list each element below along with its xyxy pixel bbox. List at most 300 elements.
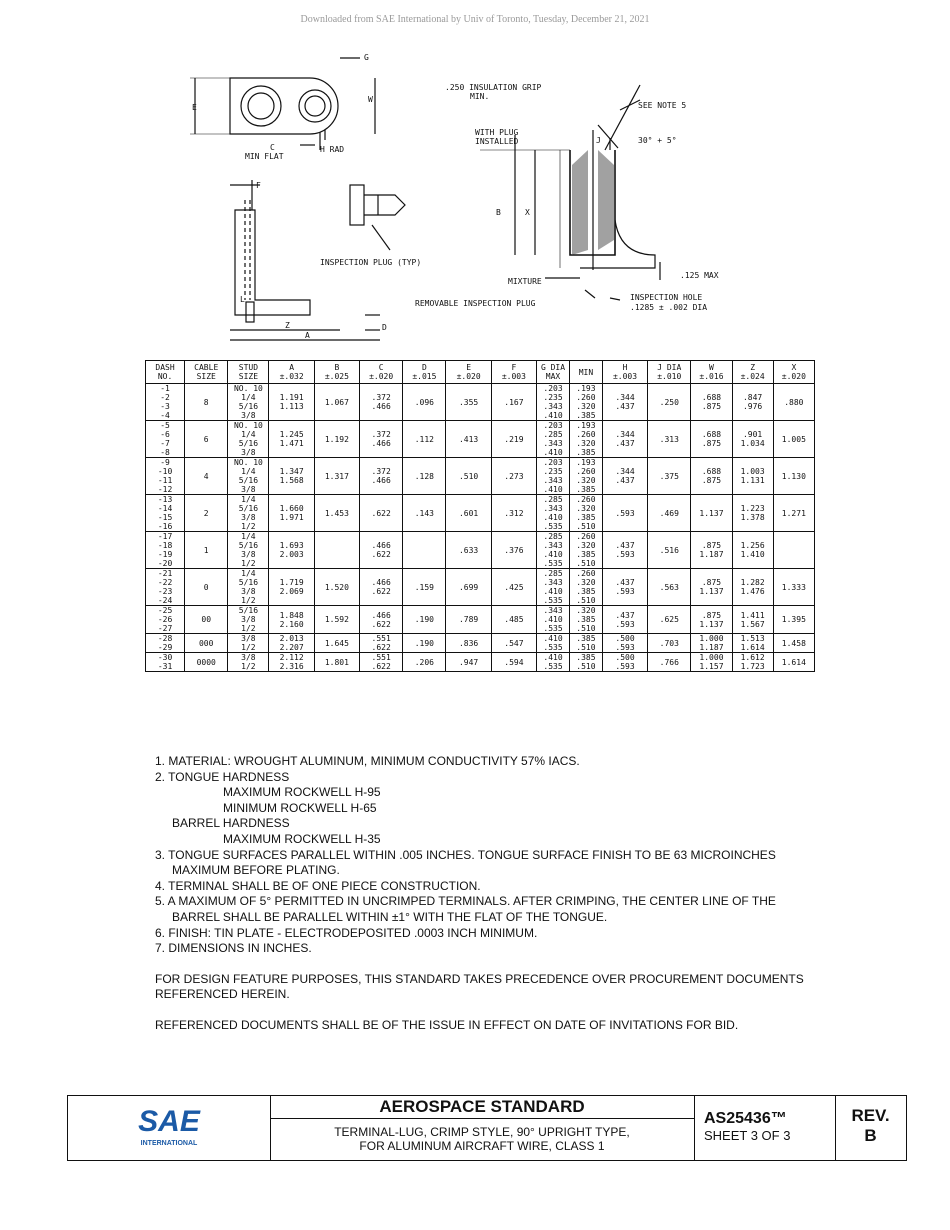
cell-gmax bbox=[537, 634, 570, 653]
cell-value: .688 bbox=[701, 430, 722, 439]
header-line: J DIA bbox=[657, 363, 682, 372]
cell-stud bbox=[228, 495, 269, 532]
cell-value: .437 bbox=[615, 439, 635, 448]
cell-value: .847 bbox=[742, 393, 763, 402]
cell-gmin bbox=[569, 495, 602, 532]
cell-value: .320 bbox=[576, 476, 596, 485]
cell-value: 2.069 bbox=[279, 587, 304, 596]
table-header-8 bbox=[491, 361, 536, 384]
cell-stud bbox=[228, 653, 269, 672]
label-insulation-grip: .250 INSULATION GRIP bbox=[445, 83, 542, 92]
cell-value: -18 bbox=[157, 541, 173, 550]
table-header-0 bbox=[146, 361, 185, 384]
cell-c bbox=[360, 653, 403, 672]
sheet-number: SHEET 3 OF 3 bbox=[704, 1128, 791, 1143]
cell-stud bbox=[228, 458, 269, 495]
cell-value: 1/2 bbox=[241, 522, 256, 531]
table-row bbox=[146, 495, 815, 532]
cell-b: 1.067 bbox=[314, 384, 359, 421]
cell-value: NO. 10 bbox=[233, 421, 263, 430]
cell-gmax bbox=[537, 569, 570, 606]
cell-value: -25 bbox=[157, 606, 173, 615]
table-row bbox=[146, 634, 815, 653]
cell-value: .385 bbox=[576, 448, 596, 457]
cell-cable: 0000 bbox=[185, 653, 228, 672]
note-6: 6. FINISH: TIN PLATE - ELECTRODEPOSITED .0003 INCH MINIMUM. bbox=[155, 925, 538, 940]
cell-stud bbox=[228, 569, 269, 606]
cell-value: .343 bbox=[543, 439, 563, 448]
cell-value: 5/16 bbox=[238, 606, 259, 615]
cell-w bbox=[691, 569, 732, 606]
cell-value: .551 bbox=[371, 653, 391, 662]
cell-gmin bbox=[569, 569, 602, 606]
cell-value: .320 bbox=[576, 578, 596, 587]
terminal-lug-drawing bbox=[140, 40, 820, 350]
table-header-6 bbox=[403, 361, 446, 384]
document-number: AS25436™ bbox=[704, 1110, 787, 1127]
cell-value: .437 bbox=[615, 541, 635, 550]
cell-f: .547 bbox=[491, 634, 536, 653]
cell-value: .500 bbox=[615, 634, 635, 643]
label-min-flat: MIN FLAT bbox=[245, 152, 284, 161]
cell-h bbox=[602, 653, 647, 672]
header-line: ±.003 bbox=[501, 372, 526, 381]
cell-value: -5 bbox=[160, 421, 170, 430]
label-inspection-plug: INSPECTION PLUG (TYP) bbox=[320, 258, 422, 267]
cell-gmin bbox=[569, 384, 602, 421]
table-row bbox=[146, 458, 815, 495]
cell-value: 1/2 bbox=[241, 662, 256, 671]
cell-value: 1.471 bbox=[279, 439, 304, 448]
cell-value: .410 bbox=[543, 615, 563, 624]
cell-value: .385 bbox=[576, 634, 596, 643]
cell-value: -6 bbox=[160, 430, 170, 439]
cell-gmin bbox=[569, 458, 602, 495]
cell-value: -8 bbox=[160, 448, 170, 457]
cell-value: 1/4 bbox=[241, 569, 256, 578]
cell-value: .500 bbox=[615, 653, 635, 662]
label-j: J bbox=[596, 136, 601, 145]
cell-value: .535 bbox=[543, 559, 563, 568]
cell-e: .601 bbox=[446, 495, 491, 532]
download-watermark: Downloaded from SAE International by Univ of Toronto, Tuesday, December 21, 2021 bbox=[300, 14, 650, 25]
cell-cable: 000 bbox=[185, 634, 228, 653]
cell-value: .344 bbox=[615, 393, 635, 402]
cell-value: 3/8 bbox=[241, 485, 256, 494]
cell-value: 2.160 bbox=[279, 619, 304, 629]
cell-w bbox=[691, 653, 732, 672]
cell-value: .260 bbox=[576, 393, 596, 402]
precedence-paragraph: FOR DESIGN FEATURE PURPOSES, THIS STANDARD TAKES PRECEDENCE OVER PROCUREMENT DOCUMENTS REFERENCED HEREIN. bbox=[155, 971, 804, 1002]
label-inspection-hole-dia: .1285 ± .002 DIA bbox=[630, 303, 708, 312]
cell-b: 1.192 bbox=[314, 421, 359, 458]
cell-b: 1.645 bbox=[314, 634, 359, 653]
cell-value: 2.112 bbox=[279, 653, 304, 662]
cell-value: -21 bbox=[157, 569, 173, 578]
table-row bbox=[146, 532, 815, 569]
cell-value: .622 bbox=[371, 587, 391, 596]
cell-a bbox=[269, 606, 314, 634]
cell-value: 1.411 bbox=[740, 610, 765, 620]
cell-value: 1.612 bbox=[740, 653, 765, 662]
cell-value: .535 bbox=[543, 522, 563, 531]
header-line: MIN bbox=[578, 367, 594, 377]
cell-value: .260 bbox=[576, 467, 596, 476]
description-line-1: TERMINAL-LUG, CRIMP STYLE, 90° UPRIGHT TYPE, bbox=[334, 1125, 630, 1139]
cell-value: .372 bbox=[371, 430, 391, 439]
cell-dash bbox=[146, 606, 185, 634]
cell-value: .437 bbox=[615, 610, 635, 620]
cell-value: .193 bbox=[576, 384, 596, 393]
cell-cable: 0 bbox=[185, 569, 228, 606]
cell-value: .622 bbox=[371, 643, 391, 652]
cell-value: -31 bbox=[157, 662, 173, 671]
dimension-table-wrapper bbox=[145, 360, 815, 672]
cell-value: .410 bbox=[543, 587, 563, 596]
header-line: W bbox=[709, 363, 714, 372]
cell-value: 1.000 bbox=[699, 653, 724, 662]
cell-value: 3/8 bbox=[241, 513, 256, 522]
cell-j: .469 bbox=[648, 495, 691, 532]
cell-a bbox=[269, 421, 314, 458]
cell-h bbox=[602, 606, 647, 634]
cell-value: .203 bbox=[543, 458, 563, 467]
note-3-cont: MAXIMUM BEFORE PLATING. bbox=[172, 863, 340, 878]
label-angle: 30° + 5° bbox=[638, 136, 677, 145]
cell-x: 1.271 bbox=[773, 495, 814, 532]
dimension-table bbox=[145, 360, 815, 672]
label-w: W bbox=[368, 95, 373, 104]
cell-value: 1.971 bbox=[279, 513, 304, 522]
cell-value: .385 bbox=[576, 411, 596, 420]
cell-value: 1.568 bbox=[279, 476, 304, 485]
label-z: Z bbox=[285, 321, 290, 330]
cell-stud bbox=[228, 532, 269, 569]
cell-value: 3/8 bbox=[241, 411, 256, 420]
cell-value: -7 bbox=[160, 439, 170, 448]
cell-gmin bbox=[569, 421, 602, 458]
cell-value: .437 bbox=[615, 578, 635, 587]
cell-value: .622 bbox=[371, 550, 391, 559]
sae-logo-mark: SAE bbox=[138, 1105, 200, 1138]
cell-value: 1.282 bbox=[740, 578, 765, 587]
cell-value: .466 bbox=[371, 541, 391, 550]
cell-gmax bbox=[537, 458, 570, 495]
cell-h bbox=[602, 569, 647, 606]
cell-value: 1.347 bbox=[279, 467, 304, 476]
cell-value: .551 bbox=[371, 634, 391, 643]
cell-value: .466 bbox=[371, 578, 391, 587]
cell-value: -2 bbox=[160, 393, 170, 402]
cell-value: 1.567 bbox=[740, 619, 765, 629]
note-3: 3. TONGUE SURFACES PARALLEL WITHIN .005 INCHES. TONGUE SURFACE FINISH TO BE 63 MICROINCHES bbox=[155, 847, 776, 862]
cell-value: .593 bbox=[615, 662, 635, 671]
label-l: L bbox=[240, 295, 245, 304]
cell-value: 5/16 bbox=[238, 541, 259, 550]
cell-value: .260 bbox=[576, 495, 596, 504]
cell-d: .206 bbox=[403, 653, 446, 672]
cell-f: .219 bbox=[491, 421, 536, 458]
cell-value: .410 bbox=[543, 653, 563, 662]
label-e: E bbox=[192, 103, 197, 112]
cell-value: 1.034 bbox=[740, 439, 765, 448]
cell-value: NO. 10 bbox=[233, 458, 263, 467]
cell-f: .485 bbox=[491, 606, 536, 634]
header-line: ±.015 bbox=[412, 372, 437, 381]
table-row bbox=[146, 606, 815, 634]
label-x: X bbox=[525, 208, 530, 217]
cell-value: -10 bbox=[157, 467, 173, 476]
cell-f: .312 bbox=[491, 495, 536, 532]
cell-z bbox=[732, 458, 773, 495]
cell-w bbox=[691, 634, 732, 653]
label-removable-plug: REMOVABLE INSPECTION PLUG bbox=[415, 299, 536, 308]
cell-dash bbox=[146, 653, 185, 672]
cell-gmax bbox=[537, 384, 570, 421]
cell-d: .096 bbox=[403, 384, 446, 421]
header-line: STUD bbox=[238, 363, 259, 372]
sae-logo bbox=[68, 1096, 271, 1160]
table-header-12 bbox=[648, 361, 691, 384]
cell-cable: 6 bbox=[185, 421, 228, 458]
cell-value: -29 bbox=[157, 643, 173, 652]
label-f: F bbox=[256, 181, 261, 190]
cell-f: .376 bbox=[491, 532, 536, 569]
cell-value: .510 bbox=[576, 624, 596, 633]
cell-e: .355 bbox=[446, 384, 491, 421]
cell-value: 1.157 bbox=[699, 662, 724, 671]
cell-d: .190 bbox=[403, 606, 446, 634]
cell-f: .594 bbox=[491, 653, 536, 672]
cell-z bbox=[732, 569, 773, 606]
cell-j: .375 bbox=[648, 458, 691, 495]
cell-a bbox=[269, 458, 314, 495]
cell-value: 5/16 bbox=[238, 504, 259, 513]
header-line: MAX bbox=[545, 372, 561, 381]
notes-section bbox=[155, 754, 835, 1034]
cell-value: -13 bbox=[157, 495, 173, 504]
cell-value: -12 bbox=[157, 485, 173, 494]
cell-j: .766 bbox=[648, 653, 691, 672]
cell-e: .699 bbox=[446, 569, 491, 606]
cell-value: .466 bbox=[371, 476, 391, 485]
label-b: B bbox=[496, 208, 501, 217]
cell-w bbox=[691, 532, 732, 569]
header-line: B bbox=[334, 363, 340, 372]
cell-x: 1.458 bbox=[773, 634, 814, 653]
cell-value: 3/8 bbox=[241, 587, 256, 596]
cell-value: .875 bbox=[701, 439, 722, 448]
cell-value: .344 bbox=[615, 467, 635, 476]
cell-value: 1.137 bbox=[699, 619, 724, 629]
cell-e: .789 bbox=[446, 606, 491, 634]
cell-w bbox=[691, 458, 732, 495]
cell-value: -14 bbox=[157, 504, 173, 513]
cell-value: .385 bbox=[576, 485, 596, 494]
cell-value: .235 bbox=[543, 467, 563, 476]
cell-j: .625 bbox=[648, 606, 691, 634]
cell-gmin bbox=[569, 634, 602, 653]
cell-d: .112 bbox=[403, 421, 446, 458]
cell-value: 1.378 bbox=[740, 513, 765, 522]
cell-value: 1/4 bbox=[241, 393, 256, 402]
cell-value: .385 bbox=[576, 513, 596, 522]
cell-value: 1.614 bbox=[740, 643, 765, 652]
cell-value: 3/8 bbox=[241, 634, 256, 643]
note-5: 5. A MAXIMUM OF 5° PERMITTED IN UNCRIMPED TERMINALS. AFTER CRIMPING, THE CENTER LINE OF THE bbox=[155, 894, 776, 909]
cell-value: .193 bbox=[576, 421, 596, 430]
cell-a bbox=[269, 384, 314, 421]
table-row bbox=[146, 421, 815, 458]
cell-value: 1/2 bbox=[241, 559, 256, 568]
table-header-11 bbox=[602, 361, 647, 384]
cell-value: 1.131 bbox=[740, 476, 765, 485]
cell-b bbox=[314, 532, 359, 569]
label-inspection-hole: INSPECTION HOLE bbox=[630, 293, 703, 302]
cell-value: -11 bbox=[157, 476, 173, 485]
cell-a bbox=[269, 653, 314, 672]
cell-cable: 00 bbox=[185, 606, 228, 634]
cell-f: .425 bbox=[491, 569, 536, 606]
cell-value: .437 bbox=[615, 476, 635, 485]
cell-b: 1.801 bbox=[314, 653, 359, 672]
note-1: 1. MATERIAL: WROUGHT ALUMINUM, MINIMUM CONDUCTIVITY 57% IACS. bbox=[155, 754, 580, 768]
header-line: ±.020 bbox=[781, 372, 806, 381]
cell-b: 1.453 bbox=[314, 495, 359, 532]
cell-c bbox=[360, 458, 403, 495]
note-2-barrel-max: MAXIMUM ROCKWELL H-35 bbox=[223, 831, 381, 846]
cell-value: NO. 10 bbox=[233, 384, 263, 393]
cell-value: .593 bbox=[615, 508, 635, 518]
cell-value: 1.191 bbox=[279, 393, 304, 402]
cell-dash bbox=[146, 532, 185, 569]
cell-z bbox=[732, 653, 773, 672]
cell-value: .410 bbox=[543, 550, 563, 559]
cell-h bbox=[602, 421, 647, 458]
cell-value: .593 bbox=[615, 643, 635, 652]
cell-value: .593 bbox=[615, 587, 635, 596]
cell-value: .260 bbox=[576, 532, 596, 541]
cell-value: 2.316 bbox=[279, 662, 304, 671]
cell-x: 1.130 bbox=[773, 458, 814, 495]
cell-e: .633 bbox=[446, 532, 491, 569]
cell-a bbox=[269, 495, 314, 532]
cell-value: .510 bbox=[576, 596, 596, 605]
cell-value: 3/8 bbox=[241, 448, 256, 457]
cell-d: .128 bbox=[403, 458, 446, 495]
cell-d: .159 bbox=[403, 569, 446, 606]
cell-value: .510 bbox=[576, 643, 596, 652]
cell-h bbox=[602, 532, 647, 569]
cell-value: 3/8 bbox=[241, 550, 256, 559]
note-5-cont: BARREL SHALL BE PARALLEL WITHIN ±1° WITH THE FLAT OF THE TONGUE. bbox=[172, 909, 608, 924]
cell-value: .193 bbox=[576, 458, 596, 467]
cell-value: .285 bbox=[543, 569, 563, 578]
cell-value: .235 bbox=[543, 393, 563, 402]
cell-value: .343 bbox=[543, 541, 563, 550]
cell-value: .320 bbox=[576, 541, 596, 550]
cell-value: 3/8 bbox=[241, 615, 256, 624]
cell-b: 1.317 bbox=[314, 458, 359, 495]
cell-value: 1/4 bbox=[241, 532, 256, 541]
cell-x: 1.333 bbox=[773, 569, 814, 606]
table-row bbox=[146, 384, 815, 421]
cell-value: .875 bbox=[701, 578, 722, 587]
header-line: E bbox=[466, 363, 472, 372]
cell-value: 1.410 bbox=[740, 550, 765, 559]
cell-h bbox=[602, 495, 647, 532]
note-2-barrel: BARREL HARDNESS bbox=[172, 816, 290, 831]
referenced-docs-paragraph: REFERENCED DOCUMENTS SHALL BE OF THE ISSUE IN EFFECT ON DATE OF INVITATIONS FOR BID. bbox=[155, 1017, 739, 1032]
cell-value: .510 bbox=[576, 559, 596, 568]
label-mixture: MIXTURE bbox=[508, 277, 542, 286]
header-line: D bbox=[421, 363, 427, 372]
revision-label: REV. bbox=[851, 1106, 890, 1125]
cell-value: .260 bbox=[576, 430, 596, 439]
cell-z bbox=[732, 384, 773, 421]
cell-c bbox=[360, 606, 403, 634]
header-line: ±.024 bbox=[740, 372, 765, 381]
header-line: ±.020 bbox=[456, 372, 481, 381]
cell-w bbox=[691, 495, 732, 532]
standard-description bbox=[270, 1119, 694, 1153]
cell-value: 1.003 bbox=[740, 467, 765, 476]
label-see-note: SEE NOTE 5 bbox=[638, 101, 687, 110]
cell-c bbox=[360, 634, 403, 653]
header-line: C bbox=[378, 363, 384, 372]
cell-value: .535 bbox=[543, 596, 563, 605]
header-line: ±.010 bbox=[657, 372, 682, 381]
note-7: 7. DIMENSIONS IN INCHES. bbox=[155, 941, 312, 956]
cell-value: .410 bbox=[543, 634, 563, 643]
cell-value: .260 bbox=[576, 569, 596, 578]
cell-x bbox=[773, 532, 814, 569]
cell-cable: 8 bbox=[185, 384, 228, 421]
cell-value: .385 bbox=[576, 653, 596, 662]
cell-value: .875 bbox=[701, 476, 722, 485]
header-line: SIZE bbox=[196, 372, 216, 381]
cell-value: 1.693 bbox=[279, 541, 304, 550]
cell-value: 1.719 bbox=[279, 578, 304, 587]
cell-value: -22 bbox=[157, 578, 173, 587]
cell-value: 1.723 bbox=[740, 662, 765, 671]
table-header-1 bbox=[185, 361, 228, 384]
cell-cable: 2 bbox=[185, 495, 228, 532]
cell-z bbox=[732, 421, 773, 458]
table-row bbox=[146, 653, 815, 672]
cell-value: .535 bbox=[543, 662, 563, 671]
cell-value: .372 bbox=[371, 467, 391, 476]
cell-value: .875 bbox=[701, 610, 722, 620]
cell-value: .535 bbox=[543, 624, 563, 633]
cell-h bbox=[602, 384, 647, 421]
label-h-rad: H RAD bbox=[320, 145, 345, 154]
cell-value: .320 bbox=[576, 606, 596, 615]
table-header-9 bbox=[537, 361, 570, 384]
cell-j: .313 bbox=[648, 421, 691, 458]
sae-logo-sub: INTERNATIONAL bbox=[140, 1140, 198, 1147]
cell-value: .901 bbox=[742, 430, 763, 439]
revision-value: B bbox=[864, 1126, 877, 1145]
cell-d: .143 bbox=[403, 495, 446, 532]
cell-value: 1.848 bbox=[279, 610, 304, 620]
label-max125: .125 MAX bbox=[680, 271, 719, 280]
cell-value: 1/4 bbox=[241, 430, 256, 439]
cell-value: 5/16 bbox=[238, 439, 259, 448]
cell-stud bbox=[228, 606, 269, 634]
cell-value: .875 bbox=[701, 402, 722, 411]
cell-e: .836 bbox=[446, 634, 491, 653]
